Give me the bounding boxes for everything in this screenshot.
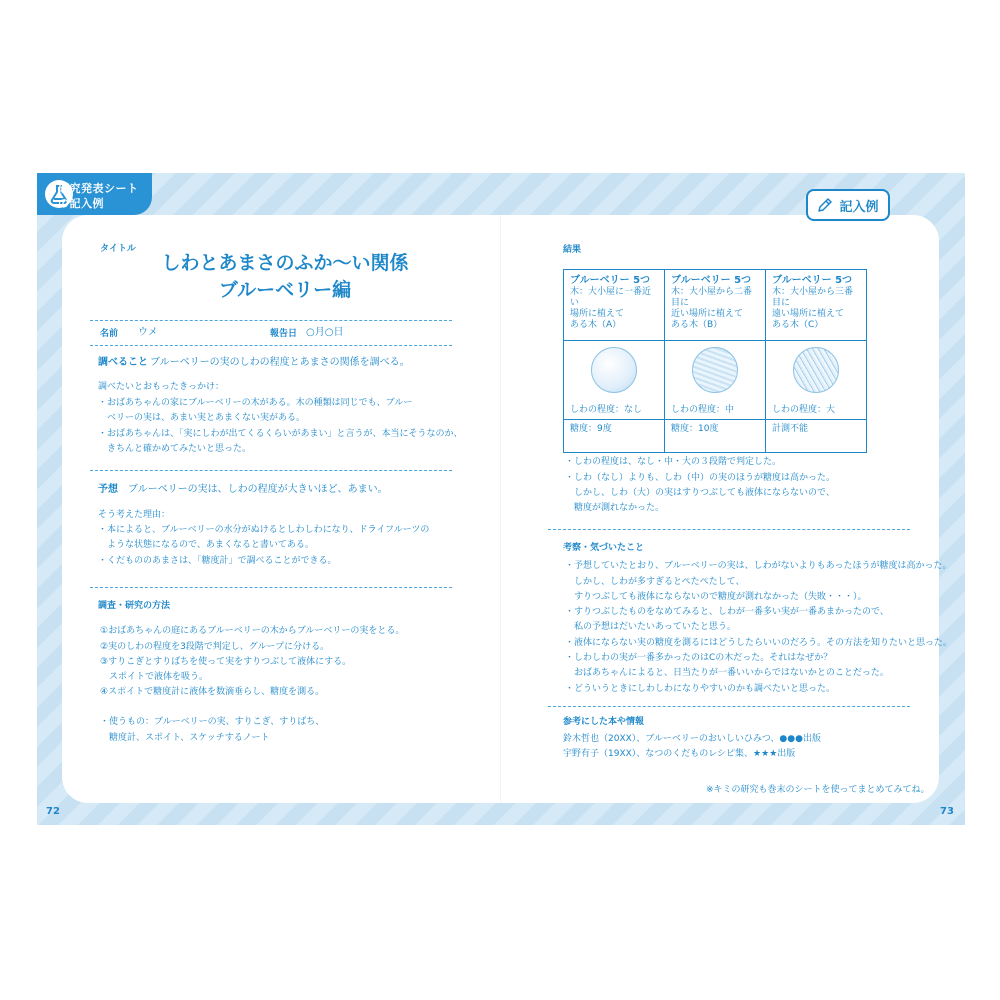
- wrinkle-level: しわの程度：中: [671, 405, 735, 415]
- result-line: しかし、しわ（大）の実はすりつぶしても液体にならないので、: [565, 488, 835, 498]
- sample-note: 近い場所に植えて: [671, 309, 744, 319]
- example-badge-label: 記入例: [839, 199, 879, 215]
- sample-note: ある木（A）: [570, 320, 622, 330]
- page-number-right: 73: [940, 806, 954, 817]
- corner-title-line2: の記入例: [58, 197, 104, 210]
- consider-line: しかし、しわが多すぎるとぺたぺたして、: [565, 577, 745, 587]
- results-table-cell: [766, 420, 867, 453]
- divider: [548, 529, 910, 530]
- hyp-reason-heading: そう考えた理由：: [98, 510, 171, 520]
- wrinkle-level: しわの程度：大: [772, 405, 836, 415]
- sample-note: 木：大小屋から二番目に: [671, 287, 753, 308]
- divider: [90, 470, 452, 471]
- results-table-cell: [766, 341, 867, 420]
- name-label: 名前: [100, 329, 119, 339]
- reference-line: 鈴木哲也（20XX）、ブルーベリーのおいしいひみつ、●●●出版: [563, 734, 821, 744]
- reason-line: ・おばあちゃんの家にブルーベリーの木がある。木の種類は同じでも、ブルー: [98, 398, 413, 408]
- corner-title: [58, 181, 139, 211]
- results-table: [563, 269, 867, 453]
- sugar-value: 糖度：9度: [570, 424, 612, 434]
- reference-line: 宇野有子（19XX）、なつのくだものレシピ集、★★★出版: [563, 749, 796, 759]
- hyp-reason-line: ・本によると、ブルーベリーの水分がぬけるとしわしわになり、ドライフルーツの: [98, 525, 430, 535]
- results-table-cell: [766, 270, 867, 341]
- page-number-left: 72: [46, 806, 60, 817]
- sample-title: ブルーベリー 5つ: [671, 275, 752, 286]
- report-title: [150, 250, 420, 304]
- footer-note: ※キミの研究も巻末のシートを使ってまとめてみてね。: [706, 785, 930, 795]
- sugar-value: 糖度：10度: [671, 424, 719, 434]
- reason-heading: 調べたいとおもったきっかけ：: [98, 382, 225, 392]
- reason-line: ベリーの実は、あまい実とあまくない実がある。: [98, 413, 306, 423]
- consider-line: すりつぶしても液体にならないので糖度が測れなかった（失敗・・・）。: [565, 592, 867, 602]
- results-table-cell: [564, 420, 665, 453]
- pencil-icon: [817, 197, 833, 213]
- result-line: ・しわの程度は、なし・中・大の３段階で判定した。: [565, 457, 782, 467]
- results-heading: 結果: [563, 245, 582, 255]
- consider-line: おばあちゃんによると、日当たりが一番いいからではないかとのことだった。: [565, 668, 889, 678]
- sugar-value: 計測不能: [772, 424, 809, 434]
- consider-line: 私の予想はだいたいあっていたと思う。: [565, 622, 736, 632]
- divider: [90, 587, 452, 588]
- tools-line: 糖度計、スポイト、スケッチするノート: [100, 733, 270, 743]
- results-table-cell: [564, 341, 665, 420]
- purpose-text: ブルーベリーの実のしわの程度とあまさの関係を調べる。: [150, 357, 410, 368]
- method-heading: 調査・研究の方法: [98, 601, 171, 611]
- purpose-label: 調べること: [98, 357, 148, 368]
- consider-line: ・液体にならない実の糖度を測るにはどうしたらいいのだろう。その方法を知りたいと思った。: [565, 638, 953, 648]
- date-value: ○月○日: [306, 327, 344, 338]
- sample-note: 場所に植えて: [570, 309, 625, 319]
- consider-line: ・予想していたとおり、ブルーベリーの実は、しわがないよりもあったほうが糖度は高かった。: [565, 561, 952, 571]
- example-badge: [806, 189, 890, 221]
- sample-title: ブルーベリー 5つ: [772, 275, 853, 286]
- results-table-cell: [564, 270, 665, 341]
- name-value: ウメ: [138, 327, 158, 338]
- hyp-reason-line: ・くだもののあまさは、「糖度計」で調べることができる。: [98, 556, 337, 566]
- method-line: ④スポイトで糖度計に液体を数滴垂らし、糖度を測る。: [100, 687, 325, 697]
- divider: [90, 320, 452, 321]
- method-line: ③すりこぎとすりばちを使って実をすりつぶして液体にする。: [100, 657, 352, 667]
- hypothesis-text: ブルーベリーの実は、しわの程度が大きいほど、あまい。: [128, 484, 388, 495]
- divider: [548, 706, 910, 707]
- result-line: 糖度が測れなかった。: [565, 503, 665, 513]
- reason-line: きちんと確かめてみたいと思った。: [98, 444, 252, 454]
- hyp-reason-line: ような状態になるので、あまくなると書いてある。: [98, 540, 314, 550]
- tools-line: ・使うもの：ブルーベリーの実、すりこぎ、すりばち、: [100, 717, 325, 727]
- consider-line: ・すりつぶしたものをなめてみると、しわが一番多い実が一番あまかったので、: [565, 607, 889, 617]
- corner-title-line1: 研究発表シート: [58, 182, 139, 195]
- reason-line: ・おばあちゃんは、「実にしわが出てくるくらいがあまい」と言うが、本当にそうなのか、: [98, 429, 463, 439]
- wrinkle-level: しわの程度：なし: [570, 405, 643, 415]
- sample-note: ある木（B）: [671, 320, 723, 330]
- divider: [90, 345, 452, 346]
- blueberry-sketch-smooth: [591, 347, 637, 393]
- method-line: ①おばあちゃんの庭にあるブルーベリーの木からブルーベリーの実をとる。: [100, 626, 405, 636]
- sample-title: ブルーベリー 5つ: [570, 275, 651, 286]
- method-line: スポイトで液体を吸う。: [100, 672, 209, 682]
- sample-note: 木：大小屋に一番近い: [570, 287, 652, 308]
- page-gutter: [500, 215, 501, 803]
- sample-note: ある木（C）: [772, 320, 824, 330]
- title-label: タイトル: [100, 244, 136, 254]
- consider-line: ・どういうときにしわしわになりやすいのかも調べたいと思った。: [565, 684, 836, 694]
- references-heading: 参考にした本や情報: [563, 717, 645, 727]
- date-label: 報告日: [270, 329, 298, 339]
- report-title-line2: ブルーベリー編: [218, 279, 352, 301]
- results-table-cell: [665, 420, 766, 453]
- report-title-line1: しわとあまさのふか〜い関係: [161, 252, 409, 274]
- consider-heading: 考察・気づいたこと: [563, 543, 645, 553]
- consider-line: ・しわしわの実が一番多かったのはCの木だった。それはなぜか？: [565, 653, 833, 663]
- results-table-cell: [665, 341, 766, 420]
- sample-note: 遠い場所に植えて: [772, 309, 845, 319]
- method-line: ②実のしわの程度を3段階で判定し、グループに分ける。: [100, 642, 330, 652]
- blueberry-sketch-wrinkled: [793, 347, 839, 393]
- results-table-cell: [665, 270, 766, 341]
- hypothesis-label: 予想: [98, 484, 118, 495]
- blueberry-sketch-medium: [692, 347, 738, 393]
- result-line: ・しわ（なし）よりも、しわ（中）の実のほうが糖度は高かった。: [565, 473, 836, 483]
- sample-note: 木：大小屋から三番目に: [772, 287, 854, 308]
